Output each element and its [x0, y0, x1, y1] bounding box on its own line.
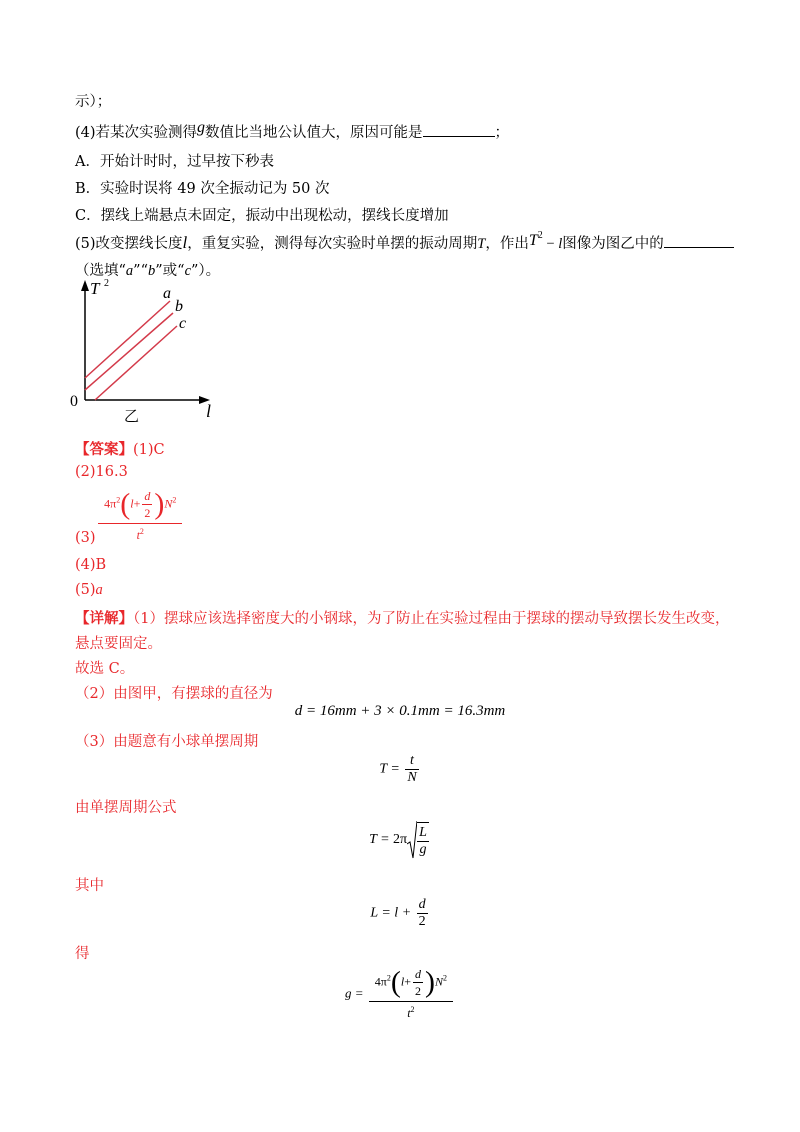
formula-numerator: $4\pi^2(l+$ $\frac{d}{2}$ )$N^2$ — [98, 488, 182, 524]
l-symbol: l — [182, 233, 188, 252]
y-axis-label-sup: 2 — [104, 278, 109, 289]
l-var: l — [130, 496, 134, 511]
text-line: 示）； — [75, 94, 112, 110]
q5-text-d: 图像为图乙中的 — [562, 236, 664, 252]
detail-p2: （2）由图甲，有摆球的直径为 — [75, 686, 273, 702]
d-over-2-c — [413, 966, 423, 999]
four-pi: 4π — [104, 496, 117, 511]
line-b-label: b — [175, 298, 183, 315]
equation-period — [0, 753, 800, 786]
answer-1: (1)C — [133, 442, 165, 458]
answer-5-prefix: (5) — [75, 582, 96, 598]
d-var-2: d — [414, 967, 421, 981]
detail-heading: 【详解】 — [75, 610, 133, 627]
g-symbol: g — [197, 119, 206, 136]
detail-p1b: 悬点要固定。 — [75, 636, 162, 652]
answer-blank — [423, 121, 495, 137]
answer-5 — [75, 582, 103, 599]
figure-caption: 乙 — [124, 407, 140, 423]
l-var-2: l — [400, 974, 405, 989]
L-num: L — [419, 825, 427, 840]
T2-symbol: T — [528, 232, 538, 249]
y-axis-label: T — [90, 279, 100, 298]
two-2: 2 — [414, 984, 421, 998]
line-b — [85, 313, 173, 390]
opt-c-letter: c — [184, 263, 192, 279]
t-var: t — [136, 528, 140, 542]
two-den: 2 — [418, 914, 426, 929]
option-a: A．开始计时时，过早按下秒表 — [75, 154, 274, 170]
answer-4: (4)B — [75, 557, 107, 573]
equation-diameter: d = 16mm + 3 × 0.1mm = 16.3mm — [294, 703, 506, 719]
question-4 — [75, 121, 509, 142]
q5-line2-text: （选填“ — [75, 263, 126, 279]
answer-5-value: a — [95, 582, 103, 598]
answer-3 — [75, 488, 186, 548]
answer-3-prefix: (3) — [75, 529, 96, 546]
formula-denominator — [98, 524, 182, 543]
answer-2: (2)16.3 — [75, 464, 128, 480]
detail-p1-text: （1）摆球应该选择密度大的小钢球，为了防止在实验过程由于摆球的摆动导致摆长发生改变， — [133, 611, 730, 627]
g-numerator: $4\pi^2(l+$ $\frac{d}{2}$ )$N^2$ — [369, 966, 453, 1002]
detail-p6: 得 — [75, 946, 90, 962]
equation-length — [0, 897, 800, 930]
sq: 2 — [116, 495, 121, 505]
detail-p4: 由单摆周期公式 — [75, 800, 177, 816]
sq-6: 2 — [410, 1005, 415, 1014]
opt-a-letter: a — [125, 263, 134, 279]
x-axis-label: l — [206, 401, 212, 421]
sq-4: 2 — [386, 973, 391, 983]
d-num: d — [418, 897, 426, 912]
q4-text-rest: 数值比当地公认值大，原因可能是 — [205, 125, 423, 141]
T-symbol: T — [477, 236, 486, 252]
sq-3: 2 — [139, 527, 144, 536]
q5-text: (5)改变摆线长度 — [75, 236, 183, 252]
sqrt-sign — [407, 820, 417, 860]
g-denominator — [369, 1002, 453, 1021]
detail-p1 — [75, 607, 729, 628]
q5-text-c: ，作出 — [485, 236, 529, 252]
sq-2: 2 — [172, 495, 177, 505]
q4-text: (4)若某次实验测得 — [75, 125, 198, 141]
q5-text-b: ，重复实验，测得每次实验时单摆的振动周期 — [187, 236, 478, 252]
question-5-line2 — [75, 259, 220, 280]
t-num: t — [405, 753, 418, 770]
t-over-N — [405, 753, 418, 786]
d-var: d — [144, 489, 151, 503]
sq-5: 2 — [442, 973, 447, 983]
q4-end: ； — [494, 125, 510, 141]
l-symbol-2: l — [558, 236, 563, 252]
q5-mid2: ”或“ — [155, 263, 185, 279]
N-den: N — [407, 770, 417, 785]
equation-g — [0, 966, 800, 1021]
g-formula — [369, 966, 453, 1021]
t2-l-graph — [60, 278, 230, 423]
two-pi: 2π — [393, 832, 408, 848]
T-eq-2: T = — [369, 832, 390, 848]
d-over-2-b — [417, 897, 428, 930]
answer-3-formula — [98, 488, 182, 543]
four-pi-2: 4π — [374, 974, 387, 989]
option-b: B．实验时误将 49 次全振动记为 50 次 — [75, 181, 330, 197]
L-over-g — [417, 822, 429, 858]
line-c — [95, 326, 177, 400]
N-var: N — [164, 496, 173, 511]
answer-line-1 — [75, 438, 165, 459]
option-c: C．摆线上端悬点未固定，振动中出现松动，摆线长度增加 — [75, 208, 449, 224]
N-var-2: N — [434, 974, 443, 989]
detail-p5: 其中 — [75, 878, 104, 894]
L-eq: L = l + — [370, 905, 412, 921]
origin-label: 0 — [70, 393, 78, 410]
line-a — [85, 301, 170, 378]
g-eq: g = — [345, 985, 364, 1001]
detail-p3: （3）由题意有小球单摆周期 — [75, 734, 259, 750]
y-axis-arrow — [81, 280, 89, 291]
q5-mid1: ”“ — [133, 263, 148, 279]
T-eq: T = — [379, 761, 400, 777]
answer-heading: 【答案】 — [75, 441, 133, 458]
opt-b-letter: b — [148, 263, 156, 279]
line-c-label: c — [179, 315, 187, 332]
equation-pendulum — [0, 820, 800, 860]
d-over-2 — [142, 488, 152, 521]
question-5 — [75, 232, 734, 253]
minus: − — [542, 236, 559, 252]
sup-2: 2 — [537, 230, 543, 242]
answer-blank-2 — [664, 232, 734, 248]
g-den: g — [419, 842, 427, 857]
detail-p1c: 故选 C。 — [75, 661, 135, 677]
t-var-2: t — [407, 1006, 411, 1020]
q5-end: ”）。 — [191, 263, 221, 279]
two: 2 — [144, 506, 151, 520]
line-a-label: a — [163, 285, 171, 302]
